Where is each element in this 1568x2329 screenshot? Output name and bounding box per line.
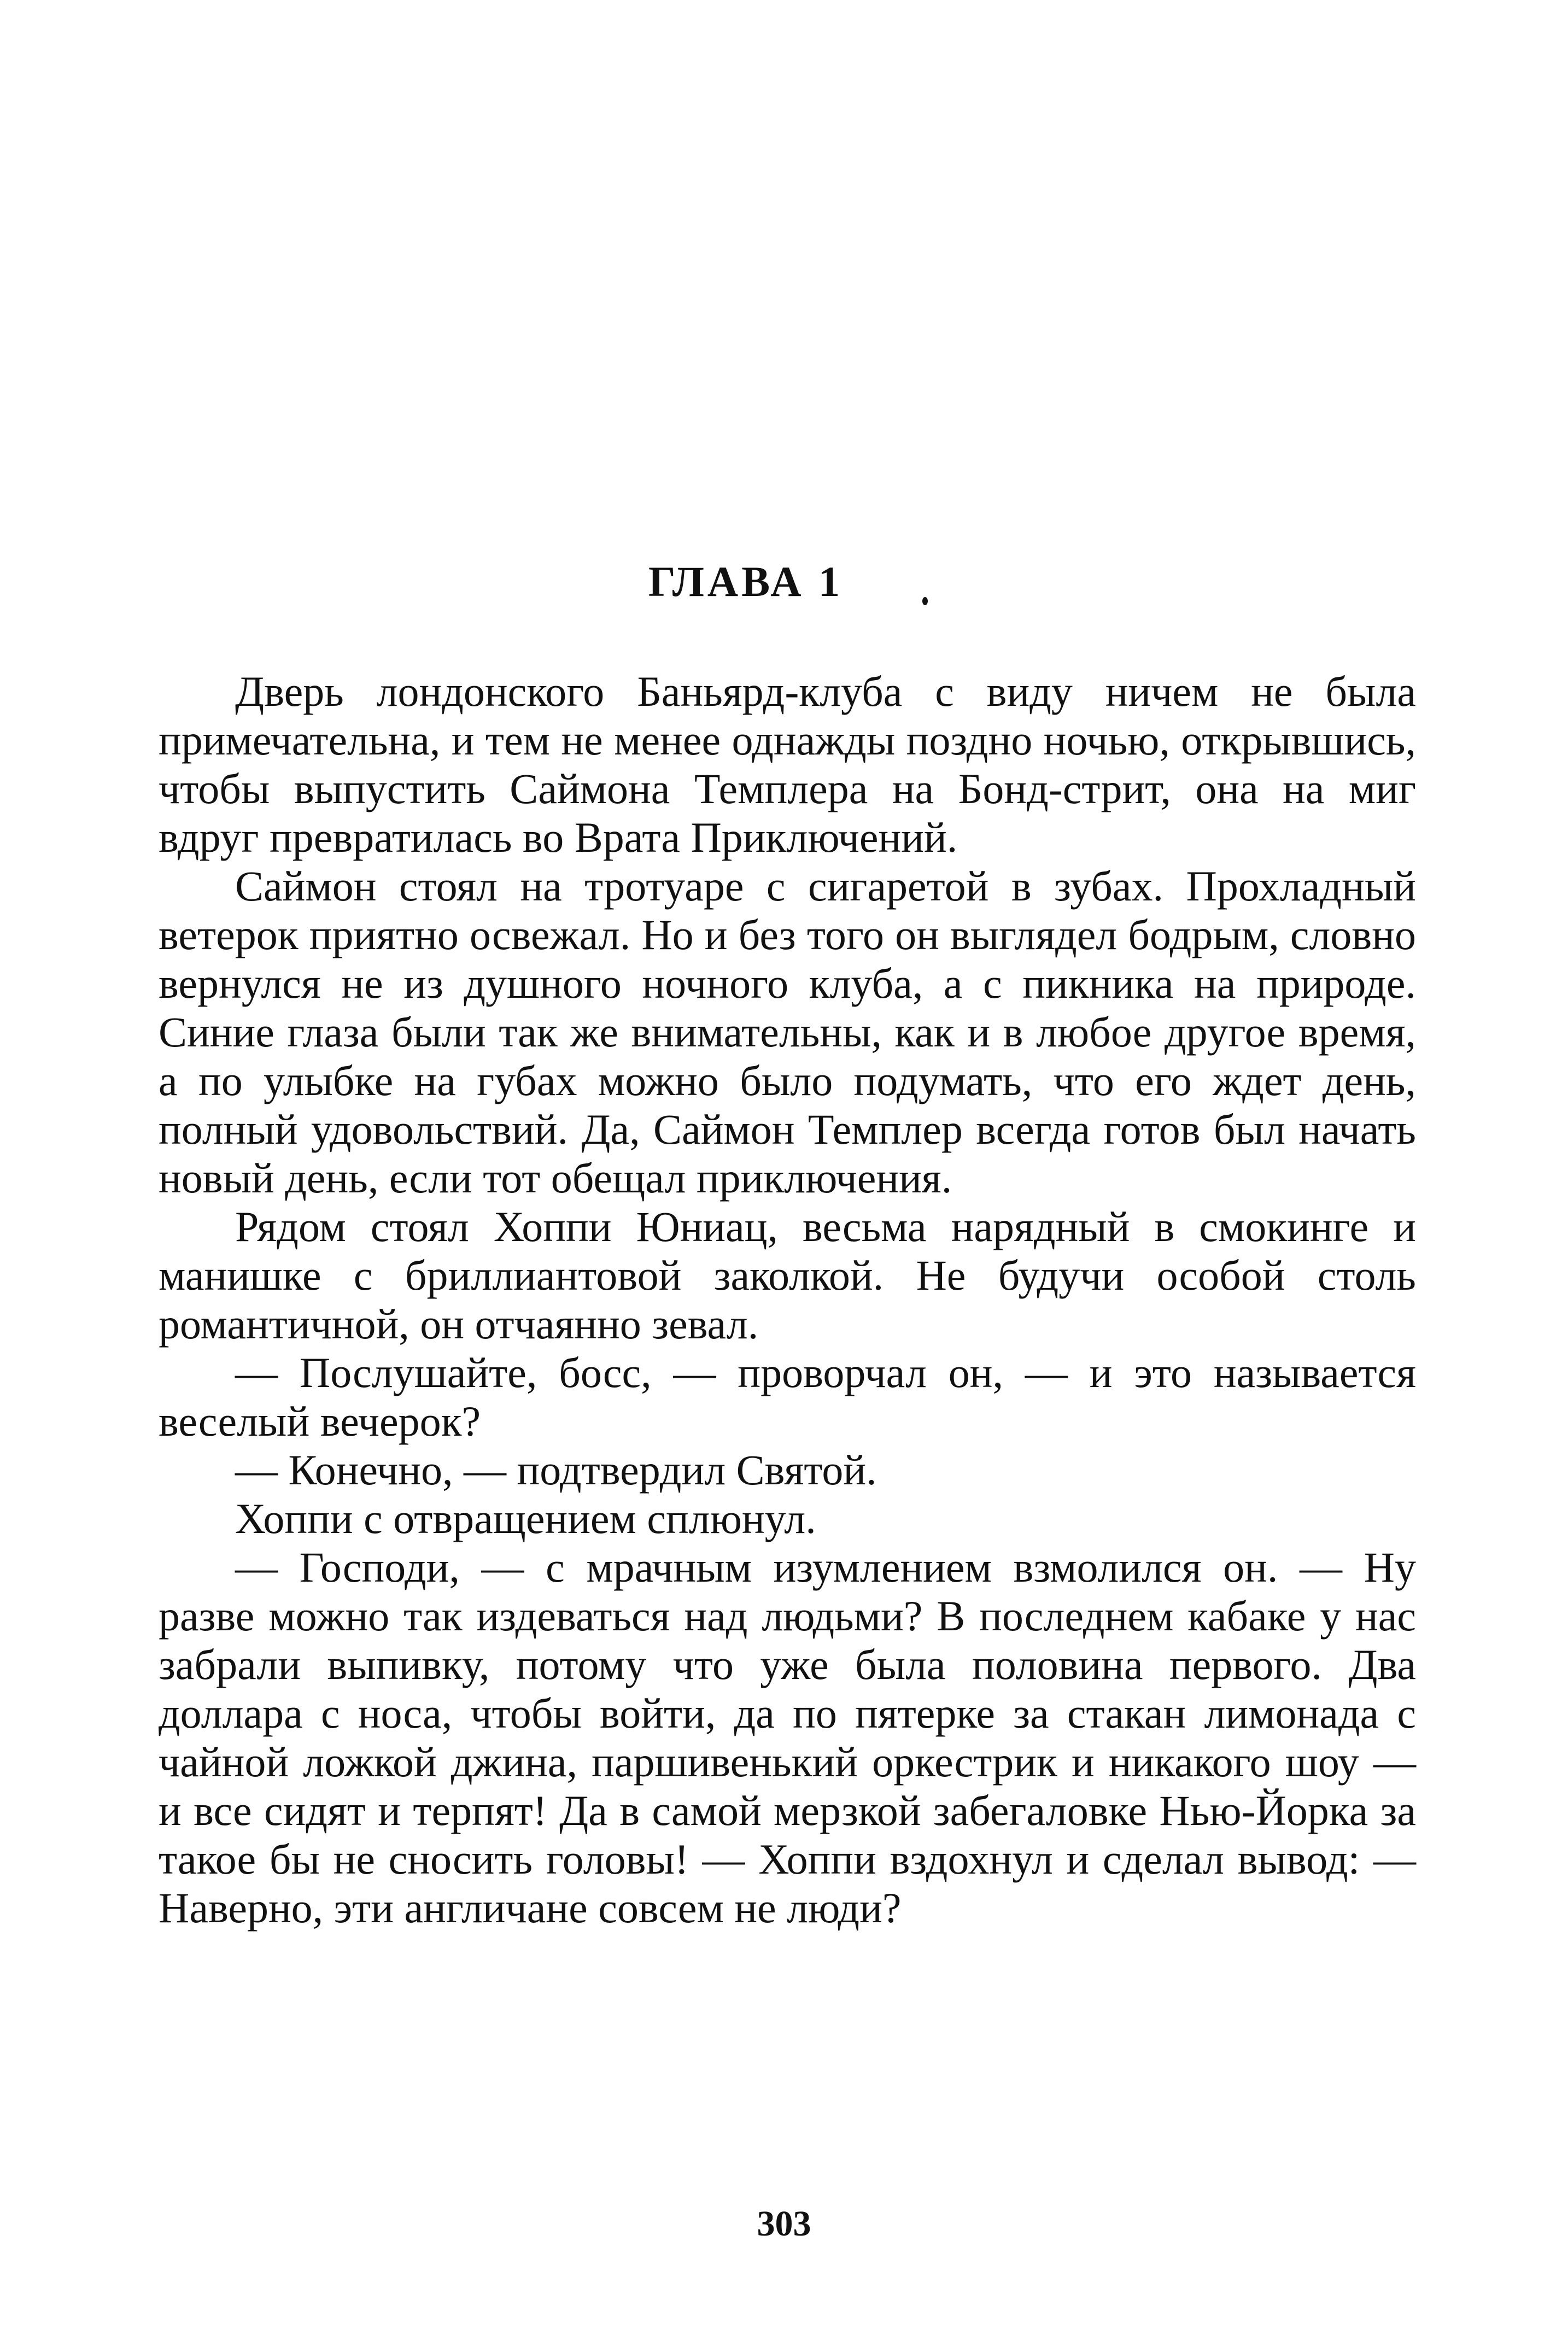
paragraph: Дверь лондонского Баньярд-клуба с виду ничем не была примечательна, и тем не менее однажды поздно ночью, открывшись, чтобы выпустить Саймона Темплера на Бонд-стрит, она на миг вдруг превратилась во Врата Приключений.	[159, 668, 1416, 861]
page-number: 303	[757, 2204, 811, 2244]
paragraph: Саймон стоял на тротуаре с сигаретой в зубах. Прохладный ветерок приятно освежал. Но и без того он выглядел бодрым, словно вернулся не из душного ночного клуба, а с пикника на природе. Синие глаза были так же внимательны, как и в любое другое время, а по улыбке на губах можно было подумать, что его ждет день, полный удовольствий. Да, Саймон Темплер всегда готов был начать новый день, если тот обещал приключения.	[159, 862, 1416, 1202]
chapter-title: ГЛАВА 1	[648, 558, 844, 605]
paragraph: Рядом стоял Хоппи Юниац, весьма нарядный в смокинге и манишке с бриллиантовой заколкой. Не будучи особой столь романтичной, он отчаянно зевал.	[159, 1203, 1416, 1348]
paragraph: — Конечно, — подтвердил Святой.	[235, 1446, 877, 1494]
body-text	[159, 667, 1416, 1932]
paragraph: — Господи, — с мрачным изумлением взмолился он. — Ну разве можно так издеваться над людьми? В последнем кабаке у нас забрали выпивку, потому что уже была половина первого. Два доллара с носа, чтобы войти, да по пятерке за стакан лимонада с чайной ложкой джина, паршивенький оркестрик и никакого шоу — и все сидят и терпят! Да в самой мерзкой забегаловке Нью-Йорка за такое бы не сносить головы! — Хоппи вздохнул и сделал вывод: — Наверно, эти англичане совсем не люди?	[159, 1543, 1416, 1932]
scan-speck	[922, 597, 928, 605]
paragraph: Хоппи с отвращением сплюнул.	[235, 1495, 816, 1542]
paragraph: — Послушайте, босс, — проворчал он, — и это называется веселый вечерок?	[159, 1349, 1416, 1445]
